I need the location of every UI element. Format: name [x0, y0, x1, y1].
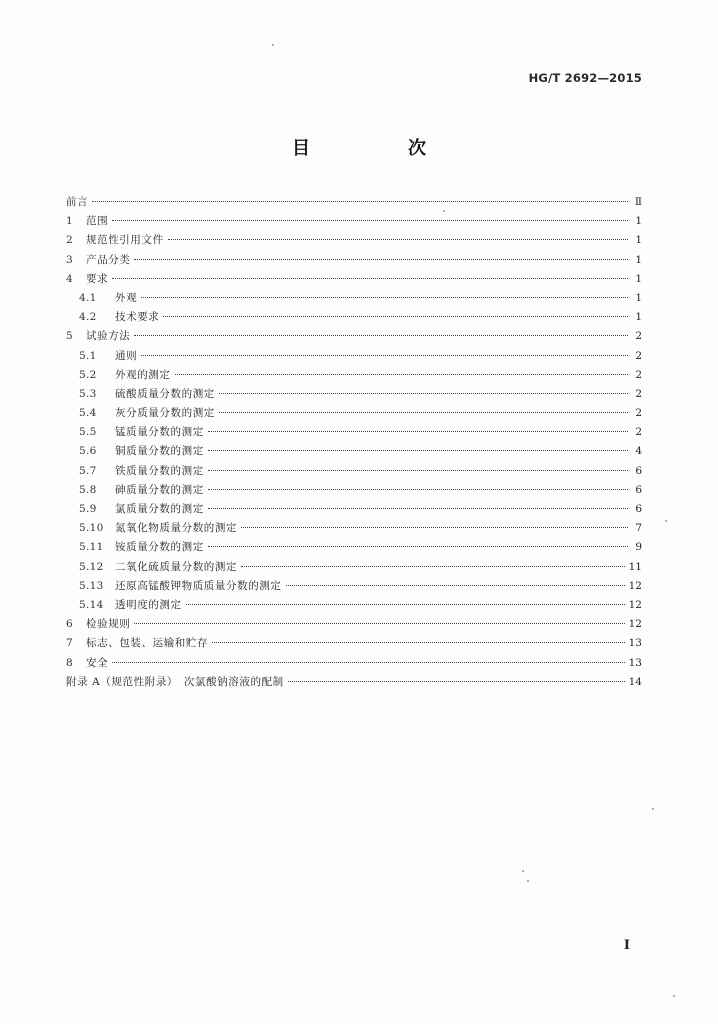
toc-entry[interactable]: [66, 558, 642, 577]
toc-entry[interactable]: [66, 385, 642, 404]
toc-entry-page: 13: [628, 637, 642, 650]
toc-entry-label: 安全: [86, 656, 109, 669]
dot-leader: [208, 469, 628, 471]
dot-leader: [186, 603, 625, 605]
dot-leader: [286, 584, 625, 586]
toc-entry-number: 5.13: [79, 579, 104, 592]
dot-leader: [241, 526, 628, 528]
toc-entry[interactable]: [66, 231, 642, 250]
toc-entry-label: 铁质量分数的测定: [115, 464, 204, 477]
toc-entry-label: 铜质量分数的测定: [115, 445, 204, 458]
dot-leader: [168, 238, 628, 240]
toc-entry-number: 5.2: [79, 368, 97, 381]
dot-leader: [212, 641, 625, 643]
toc-entry-label: 试验方法: [86, 330, 131, 343]
toc-entry-page: 1: [635, 291, 642, 304]
toc-entry-number: 4.2: [79, 311, 97, 324]
toc-entry-label: 前言: [66, 196, 89, 208]
toc-entry[interactable]: [66, 615, 642, 634]
toc-entry-number: 8: [66, 656, 73, 669]
toc-entry[interactable]: [66, 462, 642, 481]
toc-entry-label: 砷质量分数的测定: [115, 483, 204, 496]
toc-entry-page: 2: [635, 426, 642, 439]
toc-entry[interactable]: [66, 193, 642, 212]
toc-entry[interactable]: [66, 212, 642, 231]
dot-leader: [92, 200, 628, 202]
toc-entry[interactable]: [66, 347, 642, 366]
toc-entry-label: 锰质量分数的测定: [115, 426, 204, 439]
toc-entry-number: 5.10: [79, 522, 104, 535]
toc-entry[interactable]: [66, 538, 642, 557]
dot-leader: [175, 373, 629, 375]
dot-leader: [112, 219, 628, 221]
scan-speck: [652, 808, 654, 810]
toc-entry-label: 附录 A（规范性附录） 次氯酸钠溶液的配制: [66, 675, 284, 688]
toc-entry-label: 通则: [115, 349, 138, 362]
toc-entry[interactable]: [66, 308, 642, 327]
toc-entry-page: 14: [628, 675, 642, 688]
dot-leader: [134, 258, 628, 260]
toc-entry-page: 4: [635, 445, 642, 458]
toc-entry-page: 2: [635, 330, 642, 343]
toc-entry-number: 1: [66, 215, 73, 228]
dot-leader: [288, 680, 625, 682]
toc-entry[interactable]: [66, 500, 642, 519]
dot-leader: [134, 622, 624, 624]
toc-entry-page: 9: [635, 541, 642, 554]
toc-entry-label: 标志、包装、运输和贮存: [86, 637, 209, 650]
dot-leader: [112, 661, 624, 663]
scan-speck: [527, 880, 529, 882]
scan-speck: [673, 995, 675, 997]
toc-entry-page: 6: [635, 464, 642, 477]
toc-entry[interactable]: [66, 442, 642, 461]
toc-entry[interactable]: [66, 481, 642, 500]
toc-entry-page: 12: [628, 579, 642, 592]
dot-leader: [208, 449, 628, 451]
toc-entry-number: 5.3: [79, 387, 97, 400]
toc-entry-number: 5.6: [79, 445, 97, 458]
toc-entry[interactable]: [66, 404, 642, 423]
toc-entry-page: 1: [635, 234, 642, 247]
toc-entry-page: 2: [635, 349, 642, 362]
toc-entry-page: 6: [635, 483, 642, 496]
dot-leader: [141, 354, 628, 356]
toc-entry-number: 5.9: [79, 503, 97, 515]
toc-entry-number: 5: [66, 330, 73, 343]
toc-entry-label: 检验规则: [86, 618, 131, 631]
toc-entry-label: 二氧化硫质量分数的测定: [115, 560, 238, 573]
toc-entry[interactable]: [66, 366, 642, 385]
scan-speck: [522, 870, 524, 872]
toc-entry-page: 6: [635, 503, 642, 515]
dot-leader: [219, 392, 628, 394]
toc-entry[interactable]: [66, 654, 642, 673]
dot-leader: [141, 296, 628, 298]
table-of-contents: [66, 193, 642, 692]
toc-entry-label: 产品分类: [86, 253, 131, 266]
toc-entry-page: 2: [635, 407, 642, 420]
toc-entry-label: 范围: [86, 215, 109, 228]
toc-entry-label: 规范性引用文件: [86, 234, 164, 247]
toc-entry-number: 4: [66, 272, 73, 285]
toc-entry-number: 5.14: [79, 598, 104, 611]
toc-entry-page: 1: [635, 215, 642, 228]
standard-code: HG/T 2692—2015: [528, 71, 642, 85]
toc-entry-number: 2: [66, 234, 73, 247]
toc-entry-number: 7: [66, 637, 73, 650]
dot-leader: [208, 545, 628, 547]
dot-leader: [163, 315, 628, 317]
toc-entry-page: 7: [635, 522, 642, 535]
toc-entry-number: 4.1: [79, 291, 97, 304]
toc-entry-page: 12: [628, 618, 642, 631]
scan-speck: [443, 210, 445, 212]
toc-entry[interactable]: [66, 673, 642, 692]
page-number: I: [623, 938, 630, 953]
dot-leader: [241, 565, 625, 567]
toc-entry-number: 5.1: [79, 349, 97, 362]
dot-leader: [219, 411, 628, 413]
toc-entry[interactable]: [66, 596, 642, 615]
toc-entry-label: 硫酸质量分数的测定: [115, 387, 215, 400]
toc-entry-number: 5.5: [79, 426, 97, 439]
toc-entry[interactable]: [66, 327, 642, 346]
scan-speck: [665, 520, 667, 522]
dot-leader: [208, 430, 628, 432]
toc-entry-label: 还原高锰酸钾物质质量分数的测定: [115, 579, 282, 592]
toc-entry-label: 外观的测定: [115, 368, 171, 381]
scan-speck: [272, 44, 274, 46]
dot-leader: [208, 488, 628, 490]
toc-entry[interactable]: [66, 251, 642, 270]
toc-entry-number: 5.11: [79, 541, 104, 554]
toc-entry-number: 3: [66, 253, 73, 266]
toc-entry-label: 要求: [86, 272, 109, 285]
toc-entry-page: 11: [628, 560, 642, 573]
toc-entry-page: 2: [635, 387, 642, 400]
toc-entry[interactable]: [66, 634, 642, 653]
dot-leader: [112, 277, 628, 279]
toc-entry-label: 技术要求: [115, 311, 160, 324]
toc-entry-page: 1: [635, 311, 642, 324]
toc-entry-page: 1: [635, 272, 642, 285]
toc-entry-number: 6: [66, 618, 73, 631]
toc-entry-label: 铵质量分数的测定: [115, 541, 204, 554]
toc-entry[interactable]: [66, 577, 642, 596]
toc-entry-label: 透明度的测定: [115, 598, 182, 611]
toc-entry[interactable]: [66, 519, 642, 538]
page-title: 目 次: [292, 138, 466, 159]
toc-entry-label: 外观: [115, 291, 138, 304]
toc-entry[interactable]: [66, 289, 642, 308]
toc-entry-label: 灰分质量分数的测定: [115, 407, 215, 420]
dot-leader: [208, 507, 628, 509]
toc-entry-number: 5.8: [79, 483, 97, 496]
toc-entry-number: 5.7: [79, 464, 97, 477]
toc-entry-number: 5.4: [79, 407, 97, 420]
toc-entry-label: 氯质量分数的测定: [115, 503, 204, 515]
toc-entry[interactable]: [66, 270, 642, 289]
toc-entry-number: 5.12: [79, 560, 104, 573]
toc-entry-page: 13: [628, 656, 642, 669]
dot-leader: [134, 334, 628, 336]
toc-entry-page: Ⅱ: [634, 196, 642, 208]
toc-entry-page: 12: [628, 598, 642, 611]
toc-entry-label: 氮氧化物质量分数的测定: [115, 522, 238, 535]
toc-entry[interactable]: [66, 423, 642, 442]
toc-entry-page: 2: [635, 368, 642, 381]
toc-entry-page: 1: [635, 253, 642, 266]
